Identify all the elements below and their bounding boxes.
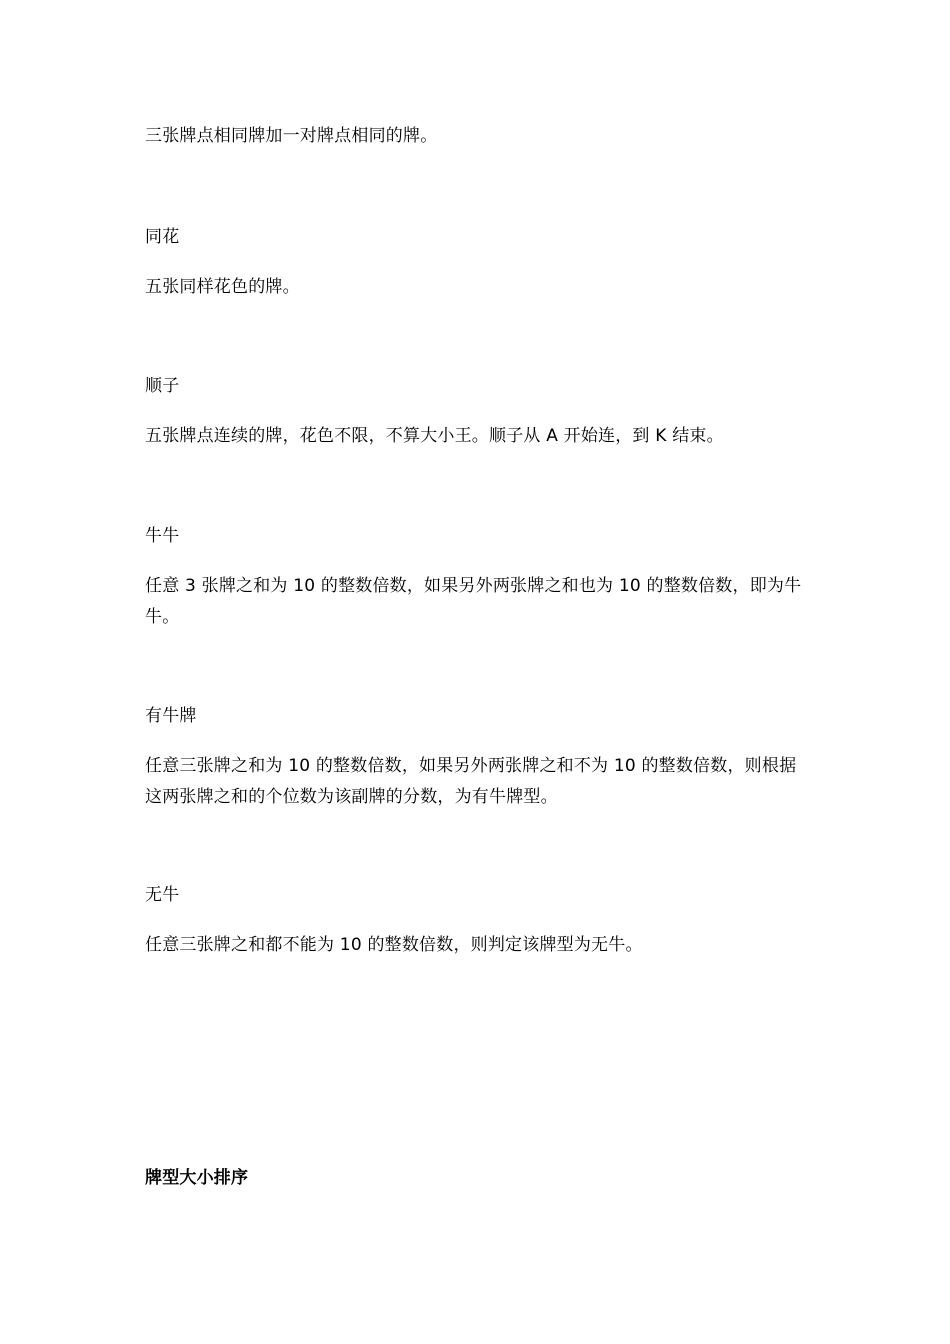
youniu-description: 任意三张牌之和为 10 的整数倍数，如果另外两张牌之和不为 10 的整数倍数，则根据这两张牌之和的个位数为该副牌的分数，为有牛牌型。 bbox=[145, 756, 797, 807]
straight-description: 五张牌点连续的牌，花色不限，不算大小王。顺子从 A 开始连，到 K 结束。 bbox=[145, 426, 724, 446]
flush-description: 五张同样花色的牌。 bbox=[145, 277, 300, 297]
wuniu-title: 无牛 bbox=[145, 885, 180, 905]
niuniu-title: 牛牛 bbox=[145, 526, 180, 546]
flush-title: 同花 bbox=[145, 227, 180, 247]
niuniu-description: 任意 3 张牌之和为 10 的整数倍数，如果另外两张牌之和也为 10 的整数倍数，即为牛牛。 bbox=[145, 576, 802, 627]
wuniu-description: 任意三张牌之和都不能为 10 的整数倍数，则判定该牌型为无牛。 bbox=[145, 935, 643, 955]
full-house-description: 三张牌点相同牌加一对牌点相同的牌。 bbox=[145, 126, 438, 146]
youniu-title: 有牛牌 bbox=[145, 706, 197, 726]
section-heading: 牌型大小排序 bbox=[145, 1168, 249, 1188]
straight-title: 顺子 bbox=[145, 376, 180, 396]
